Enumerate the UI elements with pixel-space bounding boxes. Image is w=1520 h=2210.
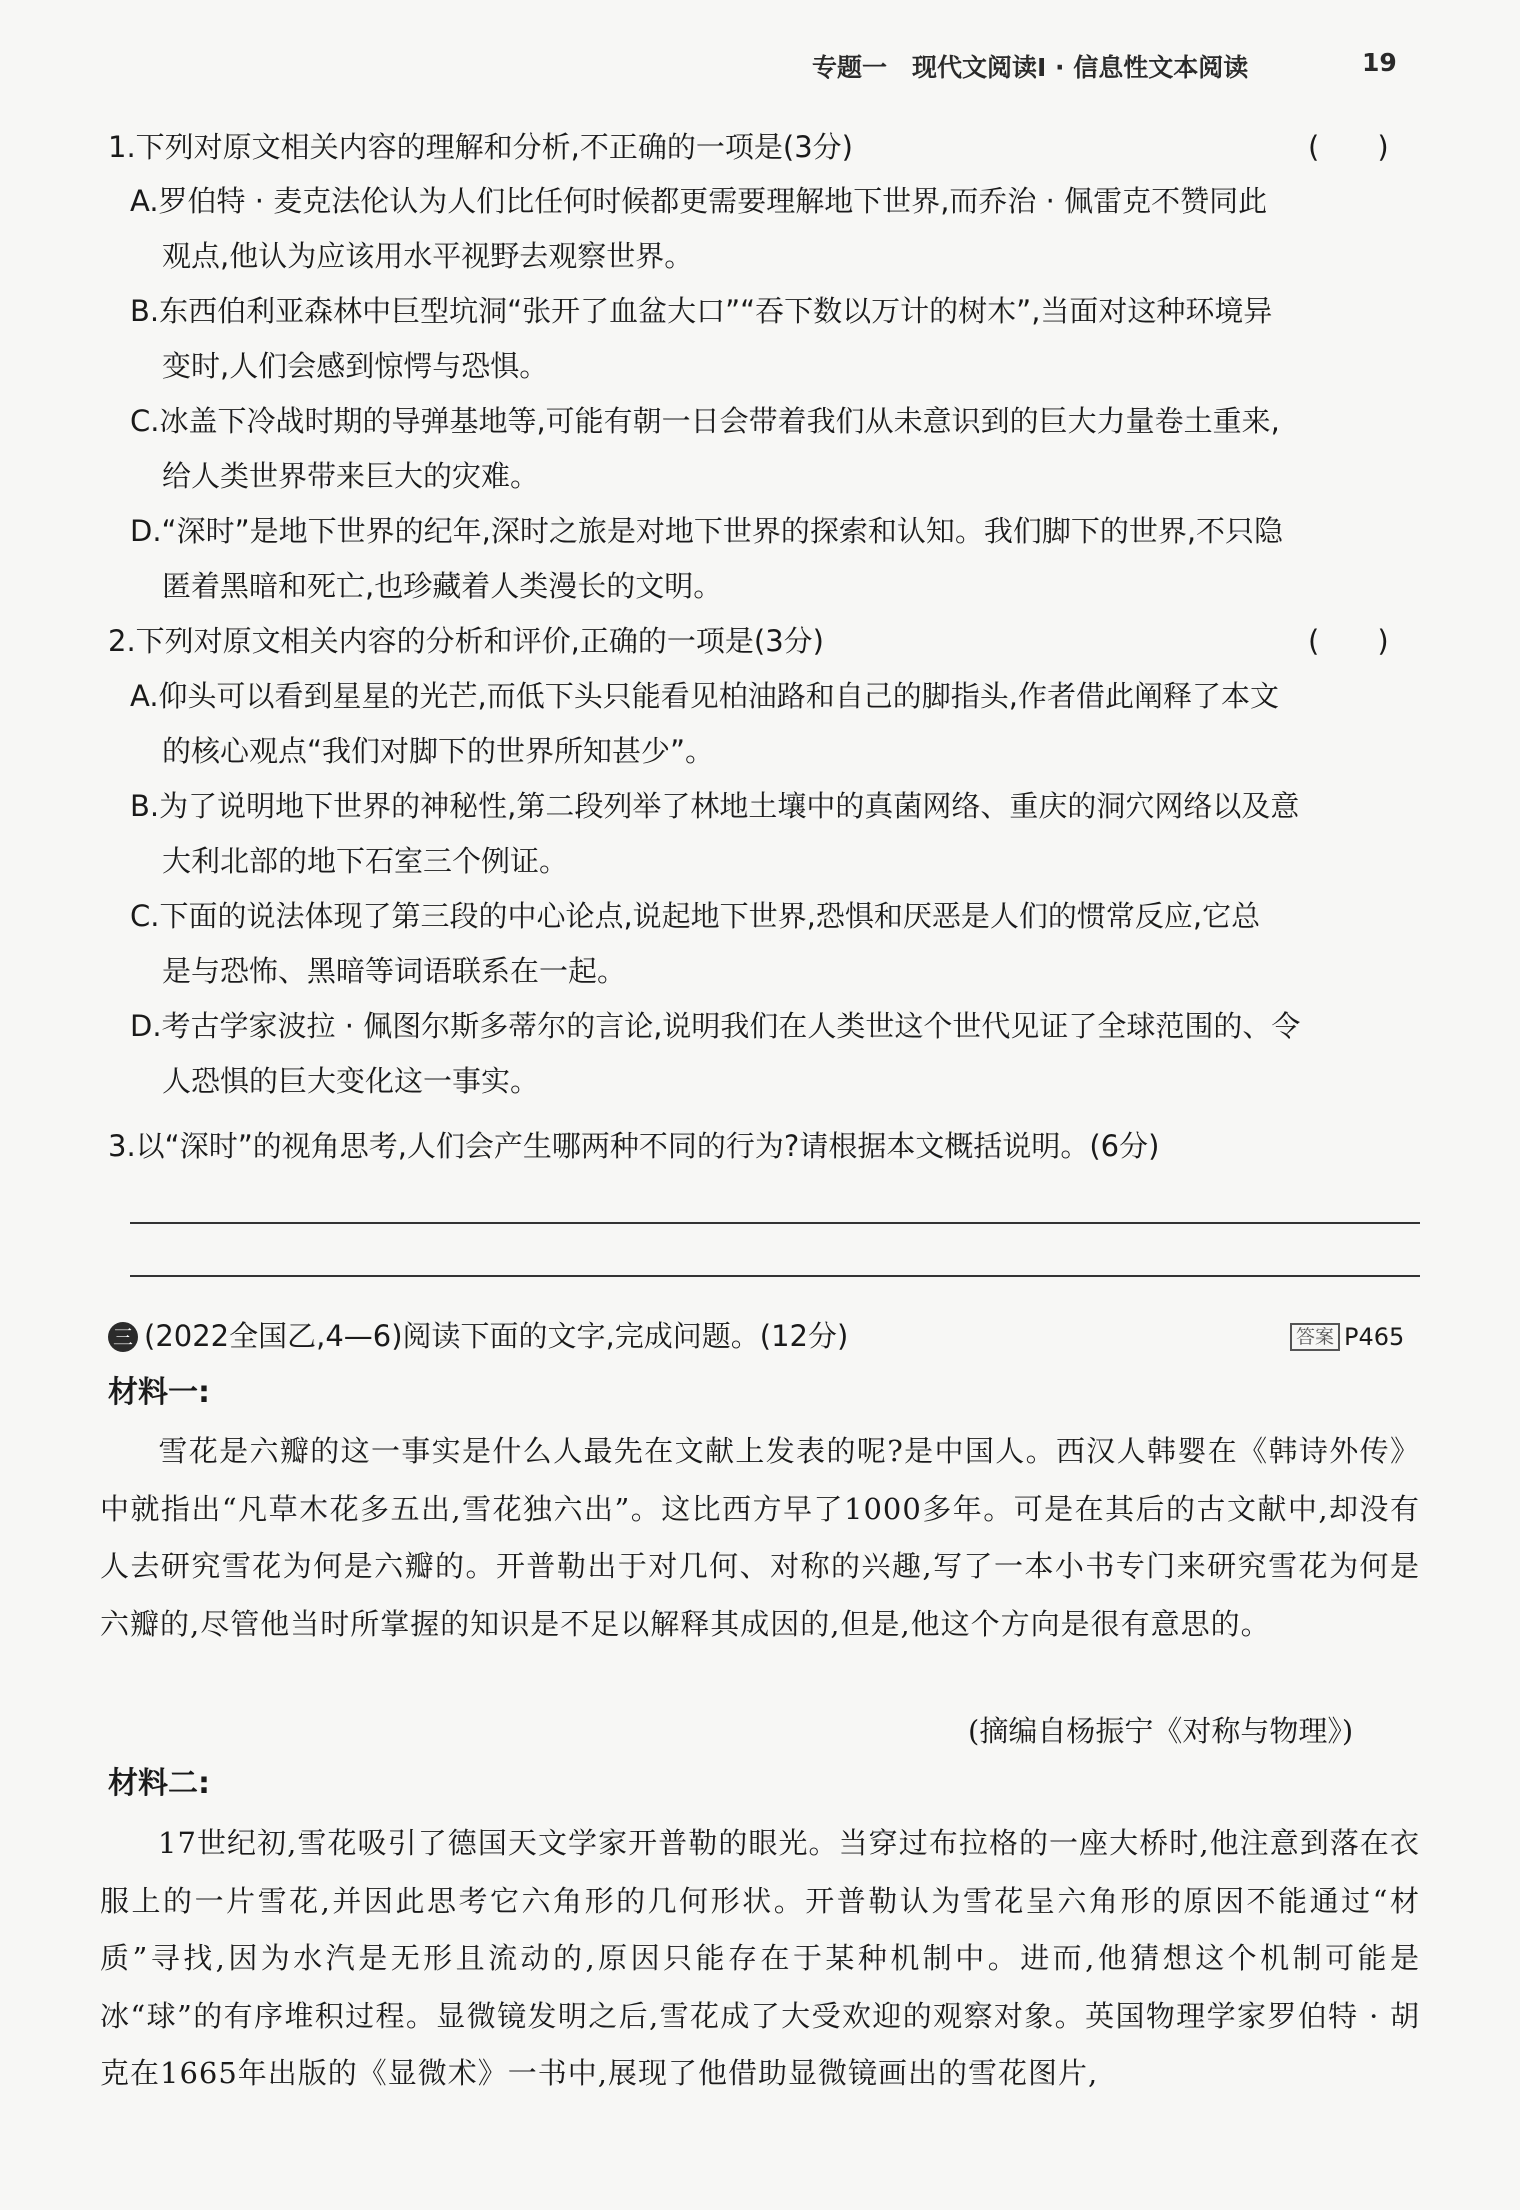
q2-option-b-line-2: 大利北部的地下石室三个例证。 <box>162 844 569 878</box>
answer-line-2[interactable] <box>130 1275 1420 1277</box>
q2-option-d-line-1: D.考古学家波拉 · 佩图尔斯多蒂尔的言论,说明我们在人类世这个世代见证了全球范围的、令 <box>130 1009 1301 1043</box>
q2-option-c-line-2: 是与恐怖、黑暗等词语联系在一起。 <box>162 954 627 988</box>
material-1-title: 材料一: <box>108 1375 210 1410</box>
q1-option-c-line-2: 给人类世界带来巨大的灾难。 <box>162 459 540 493</box>
q2-option-c-line-1: C.下面的说法体现了第三段的中心论点,说起地下世界,恐惧和厌恶是人们的惯常反应,它总 <box>130 899 1261 933</box>
answer-page-number: P465 <box>1344 1323 1405 1351</box>
q2-option-a-line-1: A.仰头可以看到星星的光芒,而低下头只能看见柏油路和自己的脚指头,作者借此阐释了本文 <box>130 679 1279 713</box>
q1-option-d-line-2: 匿着黑暗和死亡,也珍藏着人类漫长的文明。 <box>162 569 723 603</box>
q1-option-b-line-2: 变时,人们会感到惊愕与恐惧。 <box>162 349 549 383</box>
answer-reference <box>1290 1319 1404 1354</box>
material-1-source: (摘编自杨振宁《对称与物理》) <box>968 1714 1354 1748</box>
q2-option-d-line-2: 人恐惧的巨大变化这一事实。 <box>162 1064 540 1098</box>
section-three-marker: 三 <box>108 1322 138 1352</box>
running-header: 专题一 现代文阅读Ⅰ · 信息性文本阅读 <box>812 53 1249 82</box>
q1-option-d-line-1: D.“深时”是地下世界的纪年,深时之旅是对地下世界的探索和认知。我们脚下的世界,不只隐 <box>130 514 1284 548</box>
section-heading: (2022全国乙,4—6)阅读下面的文字,完成问题。(12分) <box>144 1319 849 1353</box>
question-2-answer-paren: ( ) <box>1308 624 1389 658</box>
material-2-title: 材料二: <box>108 1766 210 1801</box>
q1-option-a-line-2: 观点,他认为应该用水平视野去观察世界。 <box>162 239 694 273</box>
q1-option-a-line-1: A.罗伯特 · 麦克法伦认为人们比任何时候都更需要理解地下世界,而乔治 · 佩雷克不赞同此 <box>130 184 1268 218</box>
material-1-paragraph <box>100 1423 1420 1653</box>
q1-option-c-line-1: C.冰盖下冷战时期的导弹基地等,可能有朝一日会带着我们从未意识到的巨大力量卷土重来, <box>130 404 1280 438</box>
q1-option-b-line-1: B.东西伯利亚森林中巨型坑洞“张开了血盆大口”“吞下数以万计的树木”,当面对这种环境异 <box>130 294 1273 328</box>
answer-badge: 答案 <box>1290 1323 1340 1351</box>
question-1-stem: 1.下列对原文相关内容的理解和分析,不正确的一项是(3分) <box>108 130 853 164</box>
question-3-stem: 3.以“深时”的视角思考,人们会产生哪两种不同的行为?请根据本文概括说明。(6分) <box>108 1129 1160 1163</box>
page-number: 19 <box>1362 48 1397 77</box>
material-2-paragraph <box>100 1815 1420 2103</box>
q2-option-a-line-2: 的核心观点“我们对脚下的世界所知甚少”。 <box>162 734 715 768</box>
material-2-text: 17世纪初,雪花吸引了德国天文学家开普勒的眼光。当穿过布拉格的一座大桥时,他注意到落在衣服上的一片雪花,并因此思考它六角形的几何形状。开普勒认为雪花呈六角形的原因不能通过“材质”寻找,因为水汽是无形且流动的,原因只能存在于某种机制中。进而,他猜想这个机制可能是冰“球”的有序堆积过程。显微镜发明之后,雪花成了大受欢迎的观察对象。英国物理学家罗伯特 · 胡克在1665年出版的《显微术》一书中,展现了他借助显微镜画出的雪花图片, <box>100 1826 1420 2090</box>
question-2-stem: 2.下列对原文相关内容的分析和评价,正确的一项是(3分) <box>108 624 824 658</box>
material-1-text: 雪花是六瓣的这一事实是什么人最先在文献上发表的呢?是中国人。西汉人韩婴在《韩诗外传》中就指出“凡草木花多五出,雪花独六出”。这比西方早了1000多年。可是在其后的古文献中,却没有人去研究雪花为何是六瓣的。开普勒出于对几何、对称的兴趣,写了一本小书专门来研究雪花为何是六瓣的,尽管他当时所掌握的知识是不足以解释其成因的,但是,他这个方向是很有意思的。 <box>100 1434 1420 1641</box>
question-1-answer-paren: ( ) <box>1308 130 1389 164</box>
q2-option-b-line-1: B.为了说明地下世界的神秘性,第二段列举了林地土壤中的真菌网络、重庆的洞穴网络以及意 <box>130 789 1300 823</box>
answer-line-1[interactable] <box>130 1222 1420 1224</box>
